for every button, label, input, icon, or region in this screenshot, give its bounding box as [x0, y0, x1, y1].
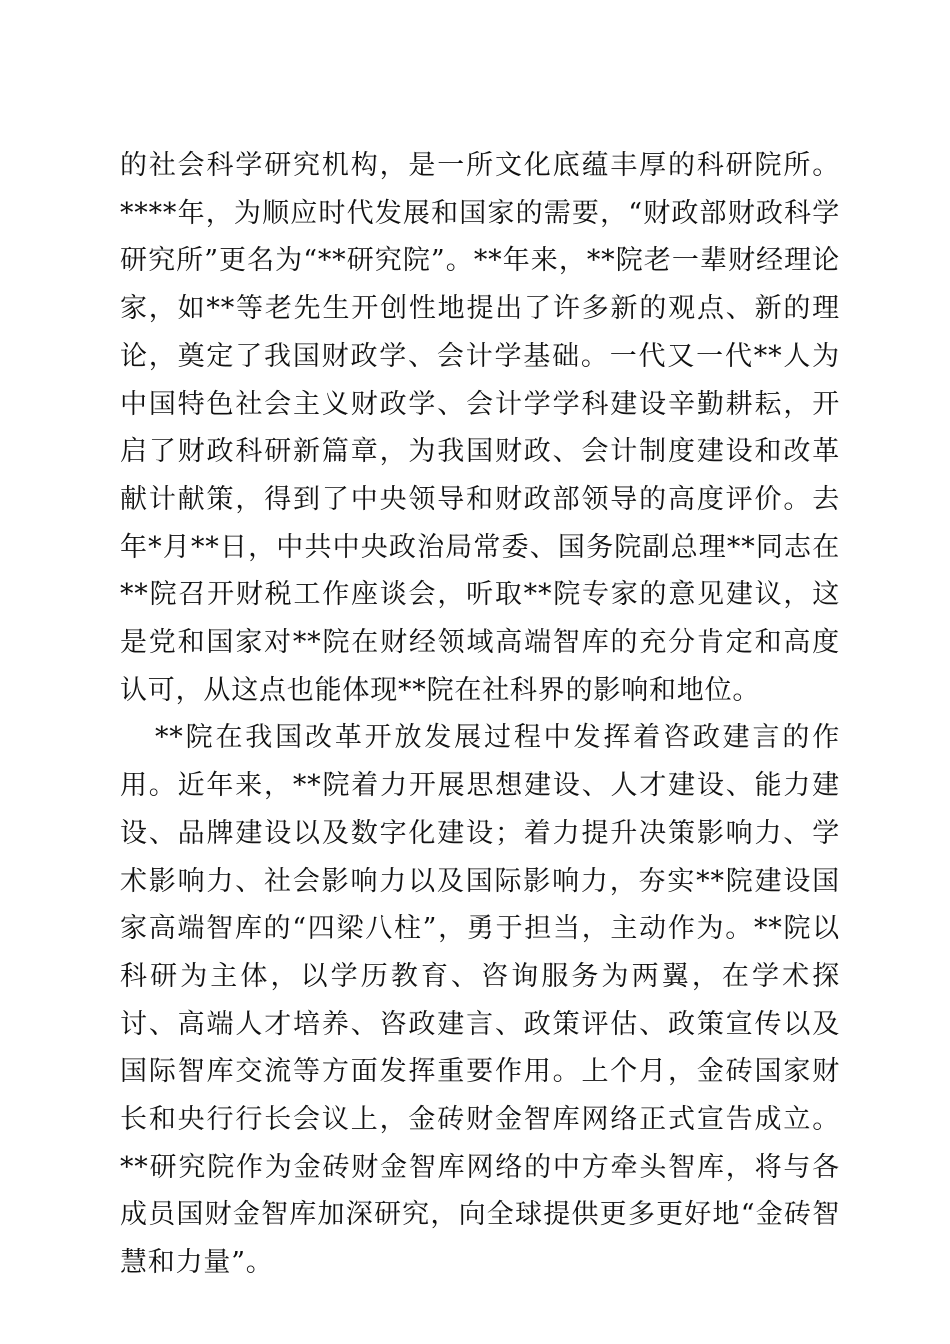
paragraph-1: 的社会科学研究机构，是一所文化底蕴丰厚的科研院所。****年，为顺应时代发展和国家的需要，“财政部财政科学研究所”更名为“**研究院”。**年来，**院老一辈财经理论家，如**等老先生开创性地提出了许多新的观点、新的理论，奠定了我国财政学、会计学基础。一代又一代**人为中国特色社会主义财政学、会计学学科建设辛勤耕耘，开启了财政科研新篇章，为我国财政、会计制度建设和改革献计献策，得到了中央领导和财政部领导的高度评价。去年*月**日，中共中央政治局常委、国务院副总理**同志在**院召开财税工作座谈会，听取**院专家的意见建议，这是党和国家对**院在财经领域高端智库的充分肯定和高度认可，从这点也能体现**院在社科界的影响和地位。	[120, 150, 840, 706]
document-body	[120, 142, 840, 1287]
paragraph-2: **院在我国改革开放发展过程中发挥着咨政建言的作用。近年来，**院着力开展思想建设、人才建设、能力建设、品牌建设以及数字化建设；着力提升决策影响力、学术影响力、社会影响力以及国际影响力，夯实**院建设国家高端智库的“四梁八柱”，勇于担当，主动作为。**院以科研为主体，以学历教育、咨询服务为两翼，在学术探讨、高端人才培养、咨政建言、政策评估、政策宣传以及国际智库交流等方面发挥重要作用。上个月，金砖国家财长和央行行长会议上，金砖财金智库网络正式宣告成立。**研究院作为金砖财金智库网络的中方牵头智库，将与各成员国财金智库加深研究，向全球提供更多更好地“金砖智慧和力量”。	[120, 722, 840, 1279]
